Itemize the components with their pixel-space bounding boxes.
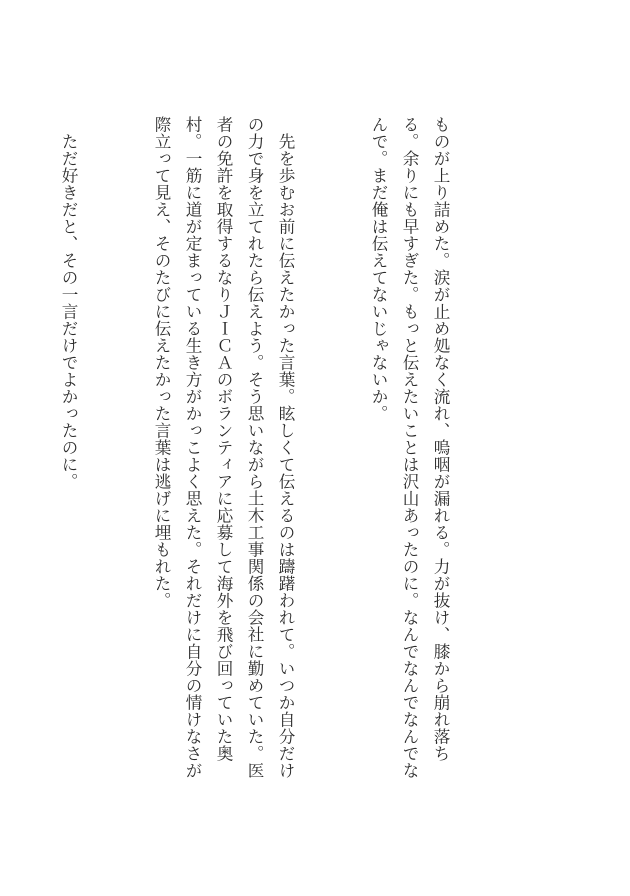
vertical-text-body bbox=[0, 116, 518, 784]
paragraph-2: 先を歩むお前に伝えたかった言葉。眩しくて伝えるのは躊躇われて。いつか自分だけの力で身を立てれたら伝えよう。そう思いながら土木工事関係の会社に勤めていた。医者の免許を取得するなりＪＩＣＡのボランティアに応募して海外を飛び回っていた奥村。一筋に道が定まっている生き方がかっこよく思えた。それだけに自分の情けなさが際立って見え、そのたびに伝えたかった言葉は逃げに埋もれた。 bbox=[152, 116, 295, 779]
paragraph-1: ものが上り詰めた。涙が止め処なく流れ、嗚咽が漏れる。力が抜け、膝から崩れ落ちる。余りにも早すぎた。もっと伝えたいことは沢山あったのに。なんでなんでなんでなんで。まだ俺は伝えてないじゃないか。 bbox=[369, 116, 450, 779]
paragraph-3: ただ好きだと、その一言だけでよかったのに。 bbox=[59, 116, 78, 490]
